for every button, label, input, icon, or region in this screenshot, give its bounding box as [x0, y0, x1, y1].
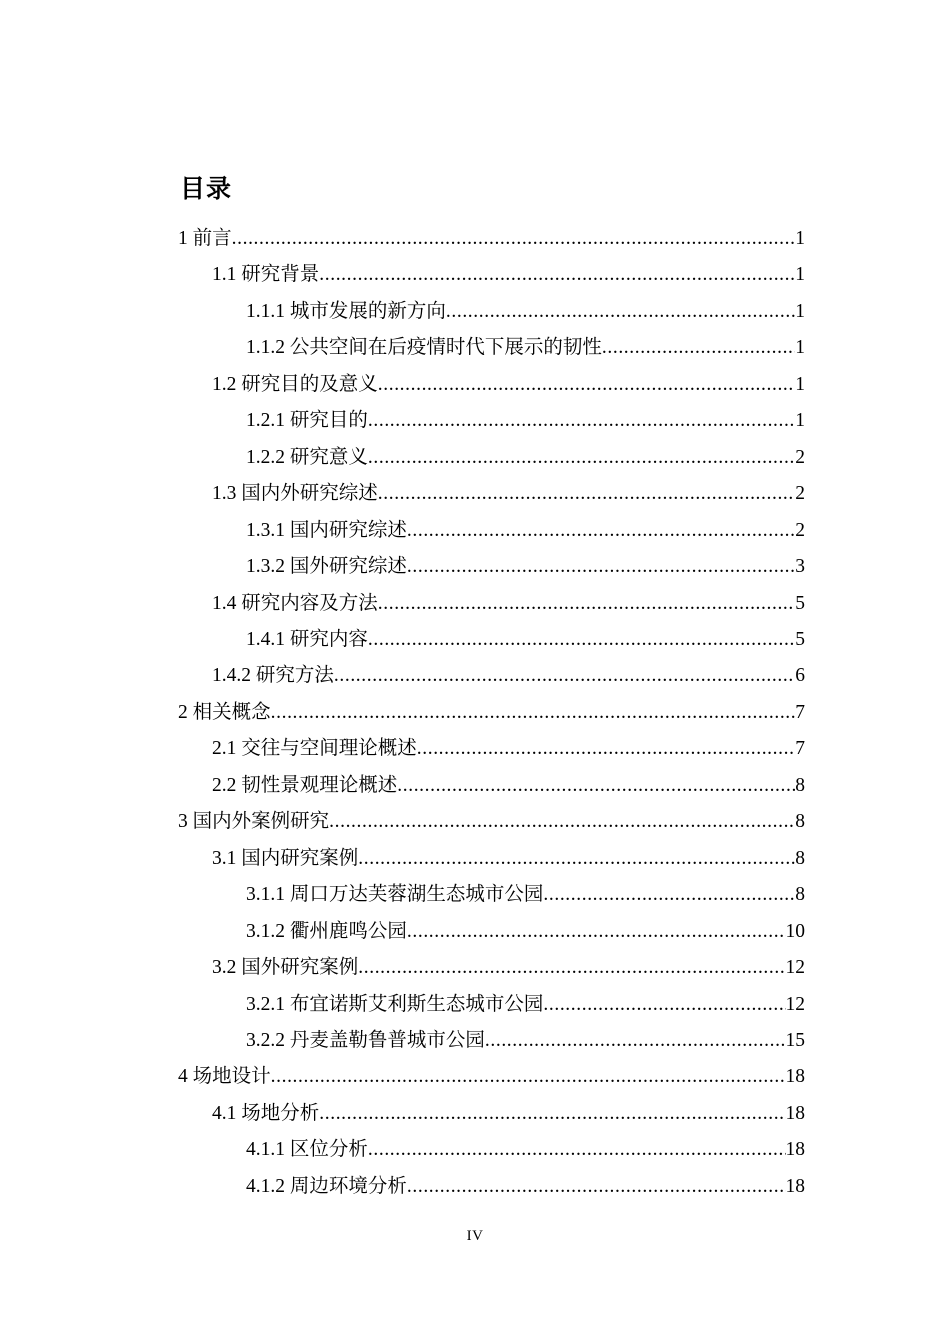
toc-entry-page: 6 — [795, 665, 805, 687]
toc-entry[interactable] — [178, 914, 805, 950]
toc-entry[interactable] — [178, 987, 805, 1023]
toc-entry-label: 3.1 国内研究案例 — [212, 847, 359, 869]
toc-entry-page: 12 — [785, 993, 805, 1015]
toc-entry-page: 18 — [785, 1102, 805, 1124]
toc-entry-page: 2 — [795, 519, 805, 541]
toc-entry-label: 3.2.1 布宜诺斯艾利斯生态城市公园 — [246, 993, 544, 1015]
toc-entry[interactable] — [178, 403, 805, 439]
toc-entry-label: 4.1 场地分析 — [212, 1102, 320, 1124]
toc-dot-leader — [319, 257, 795, 293]
toc-entry-label: 1.4 研究内容及方法 — [212, 592, 378, 614]
toc-dot-leader — [358, 950, 785, 986]
toc-entry[interactable] — [178, 1169, 805, 1205]
toc-entry-label: 1.1.1 城市发展的新方向 — [246, 300, 446, 322]
toc-entry-label: 3.1.1 周口万达芙蓉湖生态城市公园 — [246, 884, 544, 906]
toc-entry-label: 1.3.2 国外研究综述 — [246, 556, 407, 578]
toc-dot-leader — [446, 294, 795, 330]
toc-dot-leader — [397, 768, 795, 804]
toc-dot-leader — [368, 1132, 786, 1168]
toc-entry-page: 1 — [795, 264, 805, 286]
toc-entry-label: 4.1.2 周边环境分析 — [246, 1175, 407, 1197]
toc-entry[interactable] — [178, 221, 805, 257]
toc-entry-page: 18 — [785, 1139, 805, 1161]
toc-dot-leader — [358, 841, 795, 877]
toc-dot-leader — [368, 403, 795, 439]
toc-entry[interactable] — [178, 367, 805, 403]
toc-entry-page: 7 — [795, 738, 805, 760]
toc-entry[interactable] — [178, 841, 805, 877]
toc-entry-label: 3.2 国外研究案例 — [212, 957, 359, 979]
toc-entry-label: 3.1.2 衢州鹿鸣公园 — [246, 920, 407, 942]
toc-entry-page: 8 — [795, 774, 805, 796]
page-number-footer: IV — [466, 1228, 484, 1244]
toc-dot-leader — [368, 622, 795, 658]
toc-dot-leader — [378, 367, 795, 403]
toc-entry-label: 1.4.1 研究内容 — [246, 628, 368, 650]
toc-entry-label: 1.2.1 研究目的 — [246, 410, 368, 432]
toc-entry-page: 8 — [795, 847, 805, 869]
toc-dot-leader — [319, 1096, 785, 1132]
toc-dot-leader — [271, 1059, 786, 1095]
toc-dot-leader — [417, 731, 795, 767]
toc-entry-page: 1 — [795, 228, 805, 249]
toc-entry-page: 1 — [795, 373, 805, 395]
toc-dot-leader — [378, 586, 795, 622]
toc-entry[interactable] — [178, 1132, 805, 1168]
toc-dot-leader — [407, 1169, 786, 1205]
toc-entry-page: 15 — [785, 1029, 805, 1051]
toc-dot-leader — [368, 440, 795, 476]
toc-entry[interactable] — [178, 586, 805, 622]
toc-entry-label: 1.1.2 公共空间在后疫情时代下展示的韧性 — [246, 337, 602, 359]
toc-entry-page: 12 — [785, 957, 805, 979]
toc-entry-page: 10 — [785, 920, 805, 942]
toc-entry-page: 5 — [795, 592, 805, 614]
toc-entry-label: 1.4.2 研究方法 — [212, 665, 334, 687]
toc-dot-leader — [232, 221, 796, 257]
toc-dot-leader — [334, 658, 795, 694]
toc-entry-page: 7 — [795, 701, 805, 723]
toc-entry-page: 1 — [795, 337, 805, 359]
toc-entry-page: 18 — [785, 1066, 805, 1088]
toc-entry[interactable] — [178, 731, 805, 767]
toc-entry-label: 4 场地设计 — [178, 1066, 271, 1088]
toc-entry-label: 2.1 交往与空间理论概述 — [212, 738, 417, 760]
toc-entry[interactable] — [178, 440, 805, 476]
toc-dot-leader — [407, 914, 786, 950]
toc-entry-label: 1.1 研究背景 — [212, 264, 320, 286]
toc-entry-page: 18 — [785, 1175, 805, 1197]
toc-entry-label: 1 前言 — [178, 228, 232, 249]
toc-dot-leader — [407, 549, 795, 585]
toc-entry-page: 8 — [795, 884, 805, 906]
toc-entry[interactable] — [178, 257, 805, 293]
toc-entry[interactable] — [178, 1023, 805, 1059]
toc-dot-leader — [543, 987, 785, 1023]
toc-title: 目录 — [180, 175, 233, 203]
toc-entry-label: 1.2.2 研究意义 — [246, 446, 368, 468]
toc-dot-leader — [329, 804, 795, 840]
toc-entry[interactable] — [178, 1059, 805, 1095]
toc-entry-page: 3 — [795, 556, 805, 578]
toc-entry[interactable] — [178, 294, 805, 330]
toc-dot-leader — [407, 513, 795, 549]
toc-entry-label: 1.3.1 国内研究综述 — [246, 519, 407, 541]
toc-dot-leader — [543, 877, 795, 913]
toc-entry[interactable] — [178, 695, 805, 731]
toc-entry[interactable] — [178, 513, 805, 549]
toc-entry[interactable] — [178, 1096, 805, 1132]
toc-entry-page: 8 — [795, 811, 805, 833]
toc-entry[interactable] — [178, 549, 805, 585]
toc-entry-page: 1 — [795, 410, 805, 432]
toc-entry[interactable] — [178, 877, 805, 913]
toc-entry-page: 1 — [795, 300, 805, 322]
toc-entry-label: 3 国内外案例研究 — [178, 811, 330, 833]
toc-entry[interactable] — [178, 804, 805, 840]
toc-dot-leader — [271, 695, 796, 731]
toc-entry-label: 1.3 国内外研究综述 — [212, 483, 378, 505]
toc-entry-page: 5 — [795, 628, 805, 650]
toc-dot-leader — [485, 1023, 786, 1059]
toc-list — [178, 221, 805, 1205]
toc-entry-label: 2 相关概念 — [178, 701, 271, 723]
toc-dot-leader — [378, 476, 795, 512]
toc-entry-label: 1.2 研究目的及意义 — [212, 373, 378, 395]
toc-entry[interactable] — [178, 950, 805, 986]
toc-dot-leader — [602, 330, 795, 366]
toc-entry-page: 2 — [795, 483, 805, 505]
toc-entry[interactable] — [178, 476, 805, 512]
toc-entry[interactable] — [178, 330, 805, 366]
toc-entry[interactable] — [178, 768, 805, 804]
toc-entry[interactable] — [178, 658, 805, 694]
toc-entry-page: 2 — [795, 446, 805, 468]
toc-entry-label: 3.2.2 丹麦盖勒鲁普城市公园 — [246, 1029, 485, 1051]
toc-entry-label: 2.2 韧性景观理论概述 — [212, 774, 398, 796]
toc-entry[interactable] — [178, 622, 805, 658]
toc-entry-label: 4.1.1 区位分析 — [246, 1139, 368, 1161]
